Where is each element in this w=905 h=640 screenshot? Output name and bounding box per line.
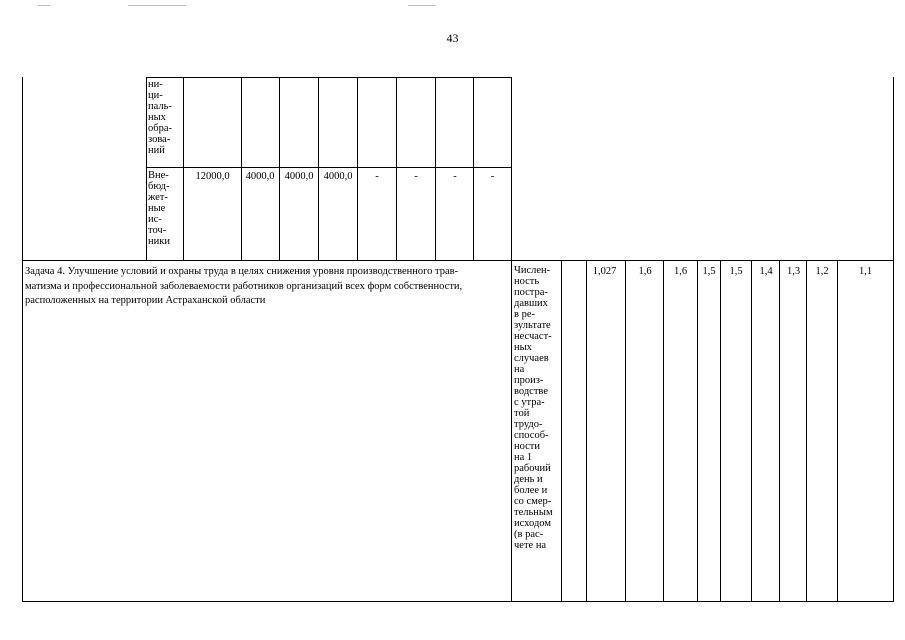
column-divider bbox=[663, 261, 664, 602]
indicator-value: 1,027 bbox=[592, 266, 617, 277]
extrabudget-year-value: - bbox=[453, 171, 457, 182]
page-number: 43 bbox=[446, 31, 459, 45]
indicator-value: 1,5 bbox=[702, 266, 716, 277]
column-divider bbox=[318, 77, 319, 260]
indicator-value: 1,6 bbox=[673, 266, 688, 277]
column-divider bbox=[511, 77, 512, 602]
column-divider bbox=[183, 77, 184, 260]
extrabudget-year-value: 4000,0 bbox=[284, 171, 314, 182]
extrabudget-year-value: - bbox=[414, 171, 418, 182]
extrabudget-year-value: 4000,0 bbox=[245, 171, 275, 182]
column-divider bbox=[625, 261, 626, 602]
extrabudget-year-value: - bbox=[490, 171, 495, 182]
column-divider bbox=[720, 261, 721, 602]
column-divider bbox=[561, 261, 562, 602]
indicator-value: 1,5 bbox=[729, 266, 743, 277]
column-divider bbox=[435, 77, 436, 260]
table-border-left bbox=[22, 77, 23, 260]
table-border-left bbox=[22, 261, 23, 602]
municipal-funding-label: ни- ци- паль- ных обра- зова- ний bbox=[148, 79, 172, 156]
indicator-value: 1,4 bbox=[759, 266, 773, 277]
indicator-value: 1,6 bbox=[638, 266, 652, 277]
column-divider bbox=[806, 261, 807, 602]
extrabudget-funding-label: Вне- бюд- жет- ные ис- точ- ники bbox=[148, 170, 170, 247]
scan-artifact bbox=[408, 5, 436, 6]
column-divider bbox=[279, 77, 280, 260]
indicator-description: Числен- ность постра- давших в ре- зультате несчаст- ных случаев на произ- водстве с утра- той трудо- способ- ности на 1 рабочий день и более и со смер- тельным исходом (в рас- чете на bbox=[514, 265, 553, 551]
table-border-right bbox=[893, 77, 894, 602]
extrabudget-total: 12000,0 bbox=[195, 171, 230, 182]
task-4-title: Задача 4. Улучшение условий и охраны труда в целях снижения уровня производственного трав- матизма и профессиональной заболеваемости работников организаций всех форм собственности, расположенных на территории Астраханской области bbox=[25, 266, 463, 306]
row-divider bbox=[22, 260, 893, 261]
row-divider bbox=[146, 77, 512, 78]
indicator-value: 1,2 bbox=[815, 266, 829, 277]
column-divider bbox=[779, 261, 780, 602]
column-divider bbox=[751, 261, 752, 602]
extrabudget-year-value: 4000,0 bbox=[323, 171, 353, 182]
column-divider bbox=[697, 261, 698, 602]
row-divider bbox=[146, 167, 512, 168]
table-border-bottom bbox=[22, 601, 894, 602]
indicator-value: 1,1 bbox=[858, 266, 873, 277]
indicator-value: 1,3 bbox=[786, 266, 801, 277]
column-divider bbox=[357, 77, 358, 260]
column-divider bbox=[586, 261, 587, 602]
column-divider bbox=[396, 77, 397, 260]
column-divider bbox=[241, 77, 242, 260]
column-divider bbox=[837, 261, 838, 602]
column-divider bbox=[473, 77, 474, 260]
scan-artifact bbox=[38, 5, 50, 6]
column-divider bbox=[146, 77, 147, 260]
extrabudget-year-value: - bbox=[375, 171, 379, 182]
scan-artifact bbox=[128, 5, 186, 6]
